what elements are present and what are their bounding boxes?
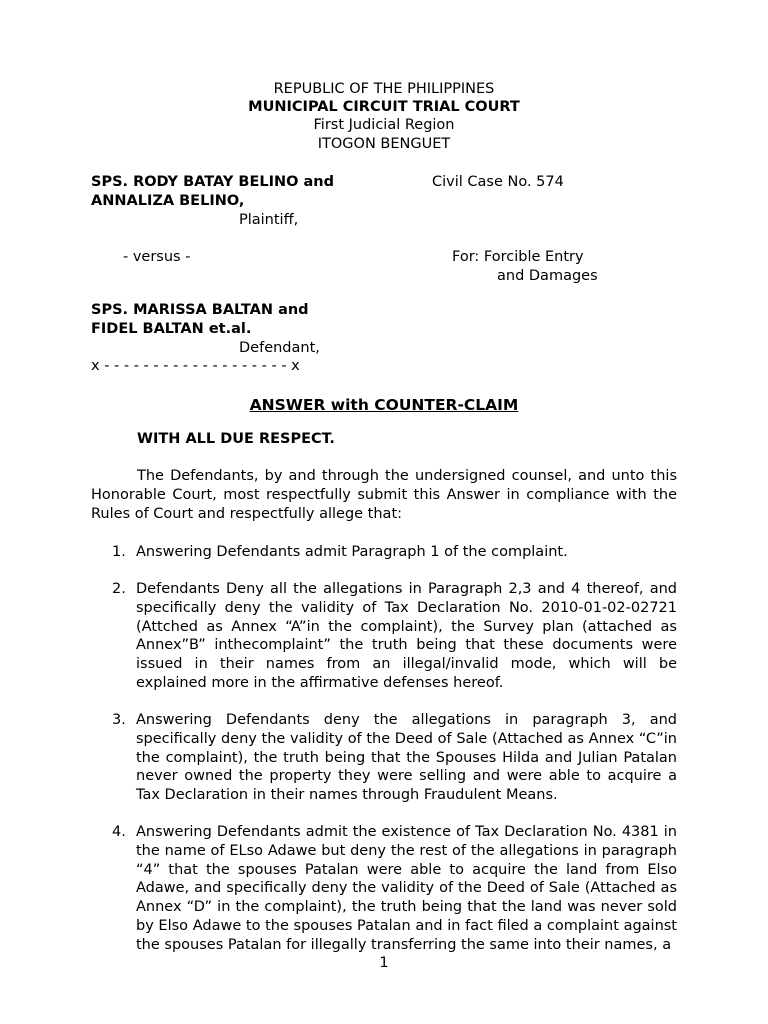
header-court: MUNICIPAL CIRCUIT TRIAL COURT <box>248 99 520 115</box>
case-nature-line2: and Damages <box>497 268 598 284</box>
intro-paragraph: The Defendants, by and through the undersigned counsel, and unto this Honorable Court, most respectfully submit this Answer in compliance with the Rules of Court and respectfully allege that: <box>91 468 677 522</box>
list-item-text: Answering Defendants deny the allegations in paragraph 3, and specifically deny the validity of the Deed of Sale (Attached as Annex “C”in the complaint), the truth being that the Spouses Hilda and Julian Patalan never owned the property they were selling and were able to acquire a Tax Declaration in their names through Fraudulent Means. <box>136 712 677 804</box>
salutation: WITH ALL DUE RESPECT. <box>137 431 335 447</box>
list-item-number: 1. <box>112 544 126 560</box>
list-item-number: 2. <box>112 581 126 597</box>
list-item-number: 3. <box>112 712 126 728</box>
versus-label: - versus - <box>123 249 191 265</box>
defendant-name-line2: FIDEL BALTAN et.al. <box>91 321 252 337</box>
list-item-text: Answering Defendants admit Paragraph 1 of the complaint. <box>136 544 568 560</box>
case-nature-line1: For: Forcible Entry <box>452 249 584 265</box>
plaintiff-role: Plaintiff, <box>239 212 299 228</box>
header-region: First Judicial Region <box>313 117 455 133</box>
header-location: ITOGON BENGUET <box>317 136 451 152</box>
defendant-name-line1: SPS. MARISSA BALTAN and <box>91 302 309 318</box>
list-item-text: Answering Defendants admit the existence of Tax Declaration No. 4381 in the name of ELso Adawe but deny the rest of the allegations in paragraph “4” that the spouses Patalan were able to acquire the land from Elso Adawe, and specifically deny the validity of the Deed of Sale (Attached as Annex “D” in the complaint), the truth being that the land was never sold by Elso Adawe to the spouses Patalan and in fact filed a complaint against the spouses Patalan for illegally transferring the same into their names, a <box>136 824 677 953</box>
list-item-number: 4. <box>112 824 126 840</box>
list-item-text: Defendants Deny all the allegations in Paragraph 2,3 and 4 thereof, and specifically deny the validity of Tax Declaration No. 2010-01-02-02721 (Attched as Annex “A”in the complaint), the Survey plan (attached as Annex”B” inthecomplaint” the truth being that these documents were issued in their names from an illegal/invalid mode, which will be explained more in the affirmative defenses hereof. <box>136 581 677 691</box>
plaintiff-name-line2: ANNALIZA BELINO, <box>91 193 245 209</box>
case-number: Civil Case No. 574 <box>432 174 564 190</box>
page-number: 1 <box>379 955 389 971</box>
caption-separator: x - - - - - - - - - - - - - - - - - - - x <box>91 358 300 374</box>
plaintiff-name-line1: SPS. RODY BATAY BELINO and <box>91 174 334 190</box>
defendant-role: Defendant, <box>239 340 320 356</box>
header-republic: REPUBLIC OF THE PHILIPPINES <box>273 81 495 97</box>
document-title: ANSWER with COUNTER-CLAIM <box>249 396 519 414</box>
